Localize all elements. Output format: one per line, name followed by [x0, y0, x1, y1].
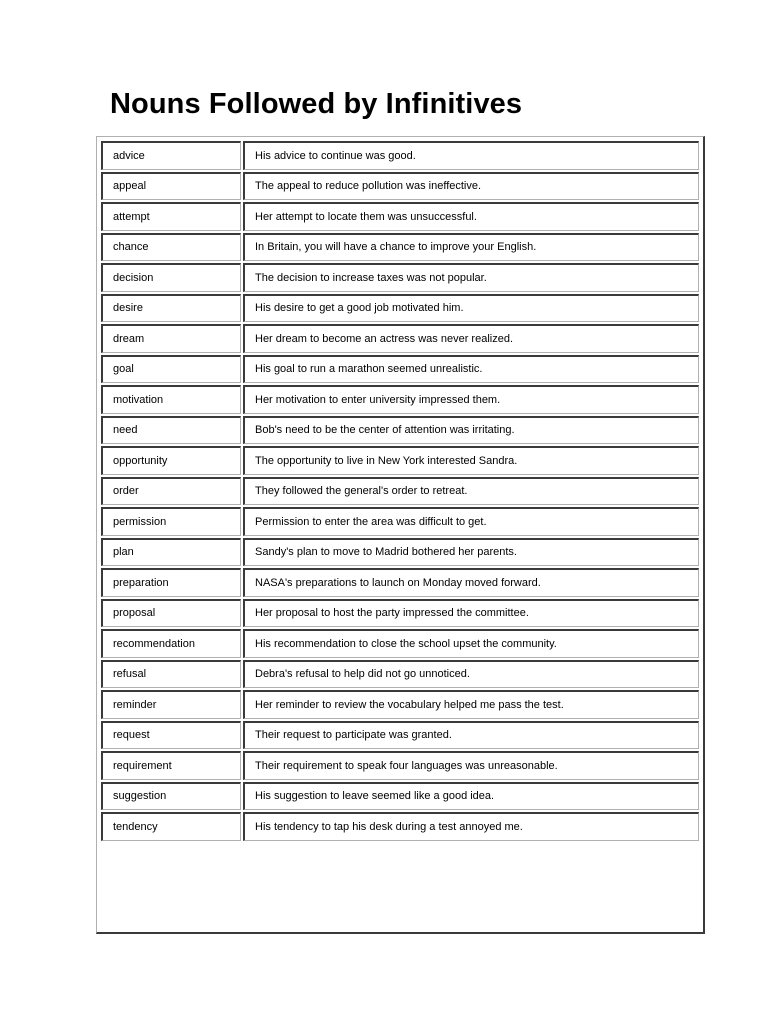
example-sentence-cell: His suggestion to leave seemed like a good idea.: [243, 782, 699, 811]
noun-cell: proposal: [101, 599, 241, 628]
example-sentence-cell: Her attempt to locate them was unsuccessful.: [243, 202, 699, 231]
table-row: [101, 477, 699, 506]
noun-table-frame: [96, 136, 705, 934]
example-sentence-cell: In Britain, you will have a chance to improve your English.: [243, 233, 699, 262]
noun-cell: chance: [101, 233, 241, 262]
example-sentence-cell: The appeal to reduce pollution was ineffective.: [243, 172, 699, 201]
table-row: [101, 416, 699, 445]
table-row: [101, 629, 699, 658]
example-sentence-cell: Their request to participate was granted.: [243, 721, 699, 750]
noun-cell: tendency: [101, 812, 241, 841]
table-row: [101, 355, 699, 384]
noun-cell: reminder: [101, 690, 241, 719]
table-row: [101, 385, 699, 414]
noun-table: [99, 139, 701, 843]
noun-cell: plan: [101, 538, 241, 567]
noun-cell: attempt: [101, 202, 241, 231]
example-sentence-cell: Her reminder to review the vocabulary helped me pass the test.: [243, 690, 699, 719]
example-sentence-cell: His recommendation to close the school upset the community.: [243, 629, 699, 658]
table-row: [101, 721, 699, 750]
example-sentence-cell: The opportunity to live in New York interested Sandra.: [243, 446, 699, 475]
example-sentence-cell: Their requirement to speak four languages was unreasonable.: [243, 751, 699, 780]
table-row: [101, 233, 699, 262]
table-row: [101, 782, 699, 811]
table-row: [101, 568, 699, 597]
example-sentence-cell: Her dream to become an actress was never realized.: [243, 324, 699, 353]
example-sentence-cell: Her motivation to enter university impressed them.: [243, 385, 699, 414]
table-row: [101, 751, 699, 780]
noun-cell: dream: [101, 324, 241, 353]
table-row: [101, 263, 699, 292]
noun-cell: suggestion: [101, 782, 241, 811]
example-sentence-cell: Permission to enter the area was difficult to get.: [243, 507, 699, 536]
table-row: [101, 599, 699, 628]
noun-cell: refusal: [101, 660, 241, 689]
page-title: Nouns Followed by Infinitives: [110, 88, 523, 120]
table-row: [101, 202, 699, 231]
noun-cell: decision: [101, 263, 241, 292]
table-row: [101, 446, 699, 475]
example-sentence-cell: NASA's preparations to launch on Monday moved forward.: [243, 568, 699, 597]
noun-cell: permission: [101, 507, 241, 536]
noun-cell: appeal: [101, 172, 241, 201]
noun-cell: desire: [101, 294, 241, 323]
example-sentence-cell: Bob's need to be the center of attention was irritating.: [243, 416, 699, 445]
noun-cell: motivation: [101, 385, 241, 414]
example-sentence-cell: His tendency to tap his desk during a test annoyed me.: [243, 812, 699, 841]
noun-cell: requirement: [101, 751, 241, 780]
example-sentence-cell: His goal to run a marathon seemed unrealistic.: [243, 355, 699, 384]
noun-cell: need: [101, 416, 241, 445]
table-row: [101, 294, 699, 323]
example-sentence-cell: They followed the general's order to retreat.: [243, 477, 699, 506]
example-sentence-cell: Debra's refusal to help did not go unnoticed.: [243, 660, 699, 689]
noun-cell: recommendation: [101, 629, 241, 658]
example-sentence-cell: Sandy's plan to move to Madrid bothered her parents.: [243, 538, 699, 567]
noun-cell: order: [101, 477, 241, 506]
example-sentence-cell: Her proposal to host the party impressed the committee.: [243, 599, 699, 628]
noun-table-body: [101, 141, 699, 841]
noun-cell: opportunity: [101, 446, 241, 475]
table-row: [101, 812, 699, 841]
table-row: [101, 172, 699, 201]
table-row: [101, 507, 699, 536]
example-sentence-cell: His advice to continue was good.: [243, 141, 699, 170]
noun-cell: advice: [101, 141, 241, 170]
table-row: [101, 324, 699, 353]
example-sentence-cell: The decision to increase taxes was not popular.: [243, 263, 699, 292]
noun-cell: goal: [101, 355, 241, 384]
example-sentence-cell: His desire to get a good job motivated him.: [243, 294, 699, 323]
table-row: [101, 690, 699, 719]
table-row: [101, 141, 699, 170]
table-row: [101, 660, 699, 689]
table-row: [101, 538, 699, 567]
noun-cell: preparation: [101, 568, 241, 597]
noun-cell: request: [101, 721, 241, 750]
